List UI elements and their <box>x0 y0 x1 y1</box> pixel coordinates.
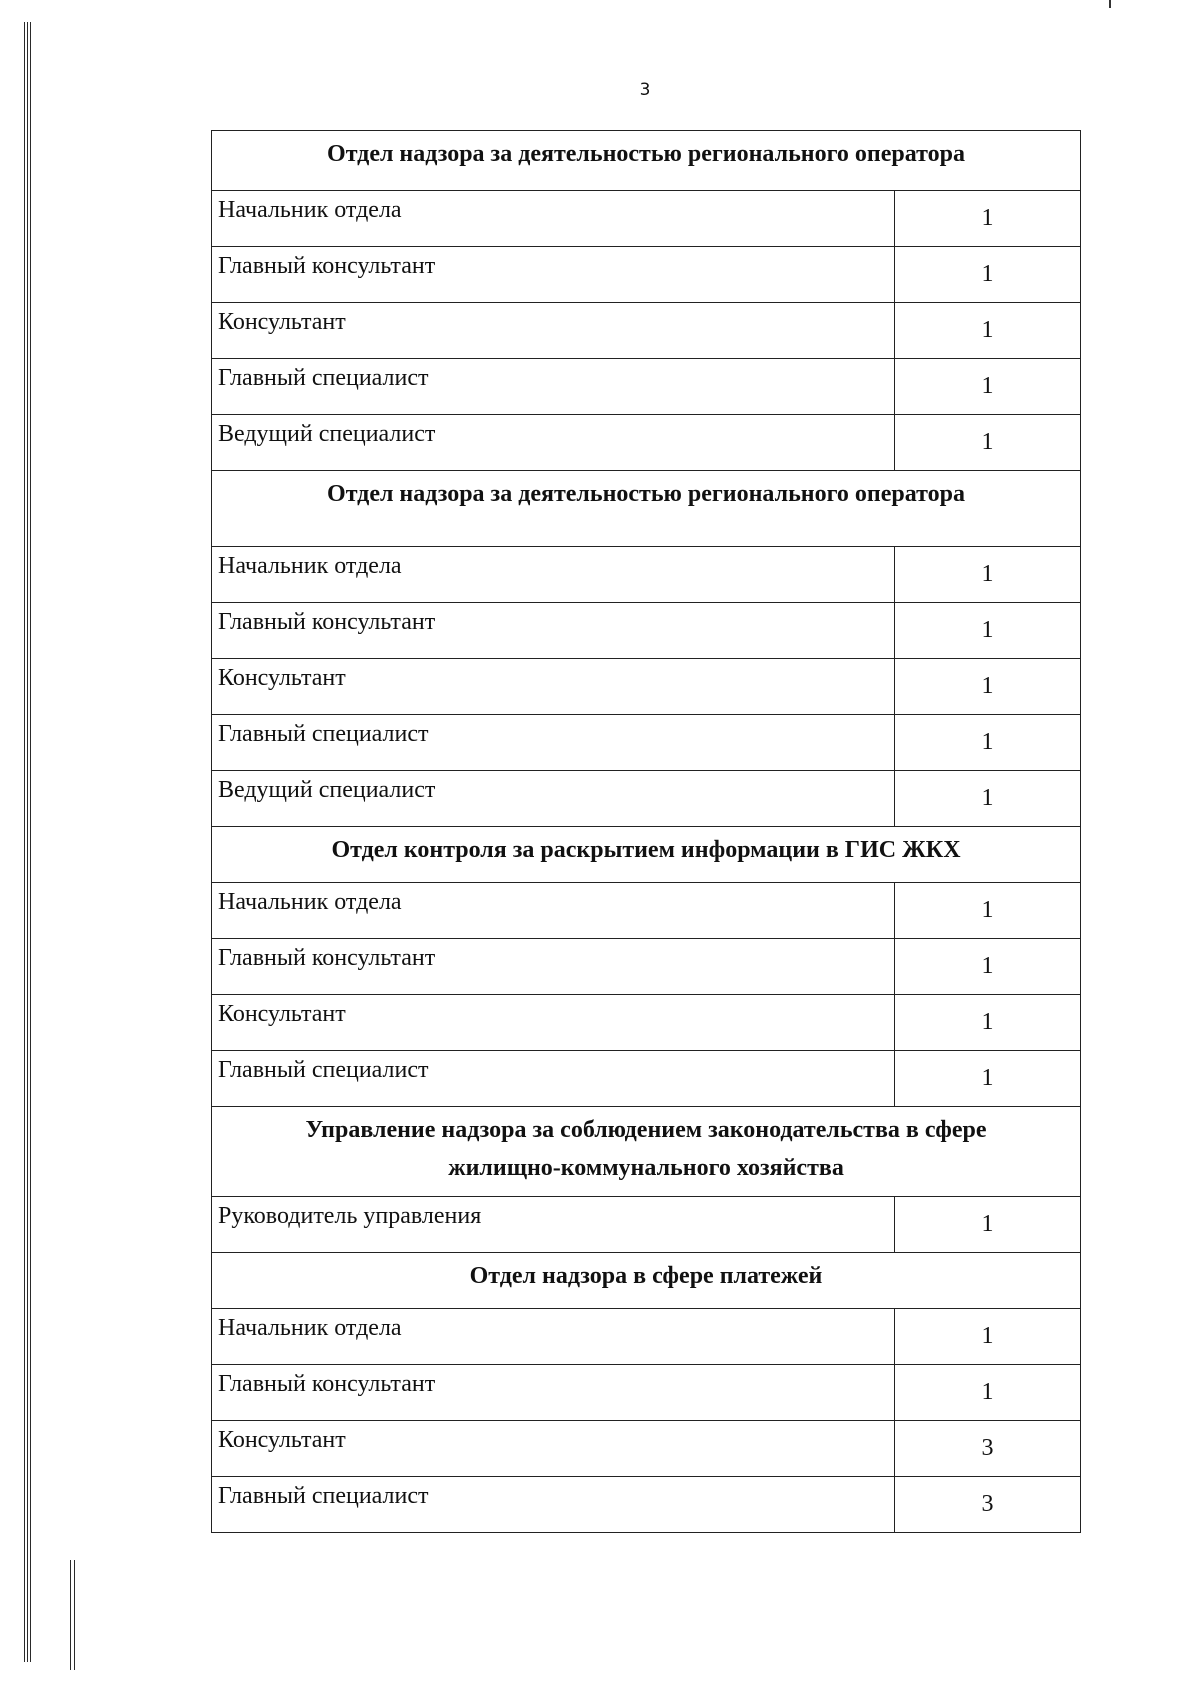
section-title-line: жилищно-коммунального хозяйства <box>448 1155 844 1181</box>
binding-line <box>27 22 28 1662</box>
section-title <box>211 1106 1081 1196</box>
position-cell: Консультант <box>218 1427 346 1453</box>
table-row <box>211 770 1081 826</box>
table-row <box>211 1420 1081 1476</box>
position-cell: Ведущий специалист <box>218 777 436 803</box>
binding-line <box>24 22 25 1662</box>
count-cell: 1 <box>894 1197 1080 1252</box>
position-cell: Главный консультант <box>218 609 436 635</box>
position-cell: Начальник отдела <box>218 1315 402 1341</box>
count-cell: 1 <box>894 303 1080 358</box>
page-number: 3 <box>639 80 651 100</box>
table-row <box>211 546 1081 602</box>
count-cell: 1 <box>894 247 1080 302</box>
position-cell: Начальник отдела <box>218 889 402 915</box>
count-cell: 1 <box>894 415 1080 470</box>
staff-table <box>211 130 1081 1533</box>
table-row <box>211 246 1081 302</box>
count-cell: 1 <box>894 547 1080 602</box>
count-cell: 1 <box>894 883 1080 938</box>
section-block <box>211 1106 1081 1252</box>
table-row <box>211 190 1081 246</box>
count-cell: 1 <box>894 715 1080 770</box>
position-cell: Главный консультант <box>218 945 436 971</box>
position-cell: Консультант <box>218 309 346 335</box>
count-cell: 1 <box>894 603 1080 658</box>
count-cell: 1 <box>894 1051 1080 1106</box>
position-cell: Консультант <box>218 665 346 691</box>
position-cell: Главный консультант <box>218 253 436 279</box>
position-cell: Главный специалист <box>218 721 429 747</box>
section-title <box>211 470 1081 546</box>
count-cell: 1 <box>894 659 1080 714</box>
section-title <box>211 826 1081 882</box>
section-block <box>211 1252 1081 1533</box>
section-title <box>211 1252 1081 1308</box>
table-row <box>211 1476 1081 1532</box>
count-cell: 1 <box>894 191 1080 246</box>
section-block <box>211 826 1081 1106</box>
section-block <box>211 130 1081 470</box>
binding-line <box>30 22 31 1662</box>
binding-line <box>70 1560 71 1670</box>
table-row <box>211 994 1081 1050</box>
count-cell: 1 <box>894 1365 1080 1420</box>
position-cell: Консультант <box>218 1001 346 1027</box>
count-cell: 3 <box>894 1421 1080 1476</box>
position-cell: Главный консультант <box>218 1371 436 1397</box>
table-row <box>211 1308 1081 1364</box>
section-title-line: Отдел надзора в сфере платежей <box>469 1263 823 1289</box>
count-cell: 1 <box>894 1309 1080 1364</box>
position-cell: Главный специалист <box>218 1483 429 1509</box>
table-row <box>211 882 1081 938</box>
table-bottom-border <box>211 1532 1081 1533</box>
position-cell: Начальник отдела <box>218 197 402 223</box>
position-cell: Начальник отдела <box>218 553 402 579</box>
count-cell: 1 <box>894 771 1080 826</box>
table-row <box>211 602 1081 658</box>
position-cell: Ведущий специалист <box>218 421 436 447</box>
count-cell: 1 <box>894 995 1080 1050</box>
table-row <box>211 1364 1081 1420</box>
section-title-line: Отдел контроля за раскрытием информации в ГИС ЖКХ <box>331 837 961 863</box>
binding-line <box>74 1560 75 1670</box>
scan-mark <box>1109 0 1111 8</box>
position-cell: Главный специалист <box>218 365 429 391</box>
count-cell: 1 <box>894 359 1080 414</box>
count-cell: 1 <box>894 939 1080 994</box>
count-cell: 3 <box>894 1477 1080 1532</box>
position-cell: Руководитель управления <box>218 1203 482 1229</box>
table-row <box>211 1050 1081 1106</box>
table-row <box>211 358 1081 414</box>
table-row <box>211 302 1081 358</box>
position-cell: Главный специалист <box>218 1057 429 1083</box>
section-title-line: Управление надзора за соблюдением законодательства в сфере <box>305 1117 987 1143</box>
section-title-line: Отдел надзора за деятельностью регионального оператора <box>327 141 965 167</box>
table-row <box>211 658 1081 714</box>
section-title <box>211 130 1081 190</box>
section-block <box>211 470 1081 826</box>
table-row <box>211 1196 1081 1252</box>
table-row <box>211 414 1081 470</box>
table-row <box>211 714 1081 770</box>
section-title-line: Отдел надзора за деятельностью регионального оператора <box>327 481 965 507</box>
table-row <box>211 938 1081 994</box>
